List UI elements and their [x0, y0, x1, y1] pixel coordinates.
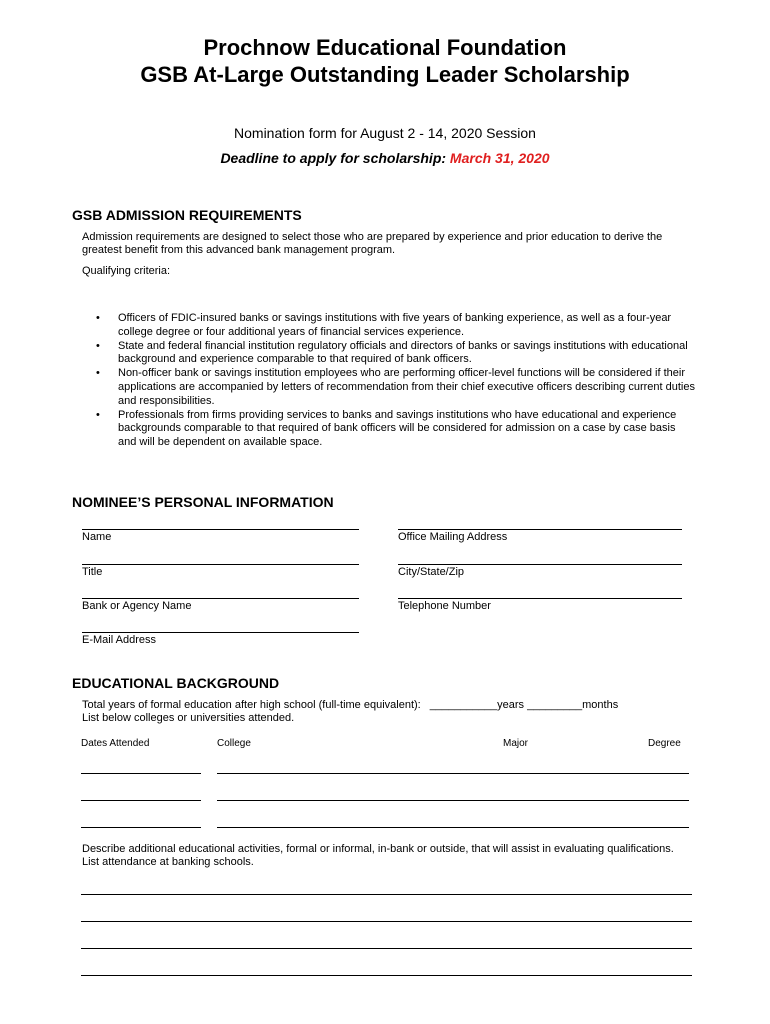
activities-line-2[interactable] — [81, 921, 692, 922]
dates-field-3[interactable] — [81, 827, 201, 828]
list-item: • Officers of FDIC-insured banks or savings institutions with five years of banking experience, as well as a four-year college degree or four additional years of financial services experience. — [96, 312, 672, 338]
dates-field-2[interactable] — [81, 800, 201, 801]
col-college: College — [217, 738, 251, 749]
bullet-icon: • — [96, 367, 100, 380]
email-field[interactable] — [82, 632, 359, 633]
bullet-icon: • — [96, 408, 100, 421]
city-state-zip-label: City/State/Zip — [398, 566, 465, 578]
title-field[interactable] — [82, 564, 359, 565]
office-address-field[interactable] — [398, 529, 682, 530]
list-item: • Non-officer bank or savings institution employees who are performing officer-level functions will be considered if their applications are accompanied by letters of recommendation from their chief executive officers describing current duties and responsibilities. — [96, 367, 695, 407]
total-years-row — [82, 699, 618, 711]
describe-line2: List attendance at banking schools. — [82, 856, 254, 868]
bullet-icon: • — [96, 312, 100, 324]
months-input[interactable]: _________ — [527, 699, 583, 711]
college-field-2[interactable] — [217, 800, 689, 801]
bullet-icon: • — [96, 339, 100, 352]
qualifying-label: Qualifying criteria: — [82, 265, 171, 277]
bank-name-label: Bank or Agency Name — [82, 600, 192, 612]
activities-line-3[interactable] — [81, 948, 692, 949]
page-title: Prochnow Educational Foundation — [203, 35, 567, 60]
months-label: months — [582, 699, 619, 711]
bank-name-field[interactable] — [82, 598, 359, 599]
admission-intro-line1: Admission requirements are designed to select those who are prepared by experience and prior education to derive the — [82, 231, 663, 243]
deadline-line — [0, 150, 770, 166]
title-label: Title — [82, 566, 103, 578]
name-label: Name — [82, 531, 112, 543]
list-item: • Professionals from firms providing services to banks and savings institutions who have educational and experience backgrounds comparable to that required of bank officers will be considered for admission on a case by case basis and will be dependent on available space. — [96, 408, 677, 449]
list-item: • State and federal financial institution regulatory officials and directors of banks or savings institutions with educational background and experience comparable to that required of bank officers. — [96, 339, 688, 366]
dates-field-1[interactable] — [81, 773, 201, 774]
years-label: years — [497, 699, 524, 711]
activities-line-4[interactable] — [81, 975, 692, 976]
college-field-1[interactable] — [217, 773, 689, 774]
admission-heading: GSB ADMISSION REQUIREMENTS — [72, 207, 302, 223]
describe-activities — [82, 843, 702, 869]
deadline-date: March 31, 2020 — [449, 150, 550, 166]
name-field[interactable] — [82, 529, 359, 530]
criteria-list — [96, 312, 696, 450]
personal-heading: NOMINEE’S PERSONAL INFORMATION — [72, 494, 334, 510]
education-heading: EDUCATIONAL BACKGROUND — [72, 675, 280, 691]
college-field-3[interactable] — [217, 827, 689, 828]
admission-intro-line2: greatest benefit from this advanced bank management program. — [82, 244, 396, 256]
col-major: Major — [503, 738, 529, 749]
admission-intro — [82, 231, 692, 257]
telephone-field[interactable] — [398, 598, 682, 599]
col-dates-attended: Dates Attended — [81, 738, 150, 749]
list-below-label: List below colleges or universities attended. — [82, 712, 295, 724]
telephone-label: Telephone Number — [398, 600, 491, 612]
col-degree: Degree — [648, 738, 681, 749]
deadline-label: Deadline to apply for scholarship: — [220, 150, 447, 166]
city-state-zip-field[interactable] — [398, 564, 682, 565]
years-input[interactable]: ___________ — [429, 699, 498, 711]
total-years-label: Total years of formal education after high school (full-time equivalent): — [82, 699, 421, 711]
activities-line-1[interactable] — [81, 894, 692, 895]
describe-line1: Describe additional educational activities, formal or informal, in-bank or outside, that will assist in evaluating qualifications. — [82, 843, 674, 855]
office-address-label: Office Mailing Address — [398, 531, 508, 543]
email-label: E-Mail Address — [82, 634, 156, 646]
session-line: Nomination form for August 2 - 14, 2020 Session — [234, 125, 536, 141]
page-subtitle-scholarship: GSB At-Large Outstanding Leader Scholarship — [140, 62, 630, 87]
